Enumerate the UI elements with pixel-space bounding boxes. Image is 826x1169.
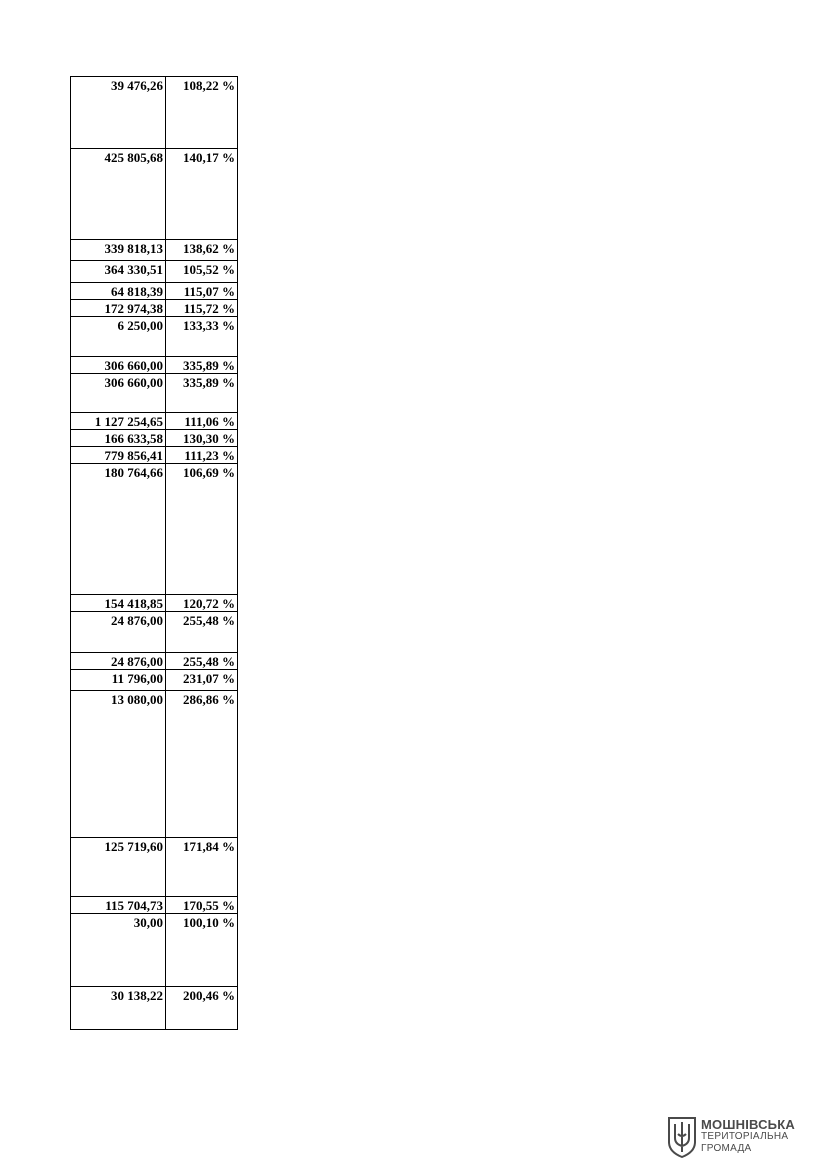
percent-cell: 170,55 % [166,897,238,914]
percent-cell: 106,69 % [166,464,238,595]
table-row [71,914,238,987]
table-row [71,653,238,670]
table-row [71,838,238,897]
percent-cell: 200,46 % [166,987,238,1030]
percent-cell: 171,84 % [166,838,238,897]
percent-cell: 111,06 % [166,413,238,430]
table-row [71,374,238,413]
percent-cell: 140,17 % [166,149,238,240]
amount-cell: 13 080,00 [71,691,166,838]
amount-cell: 306 660,00 [71,374,166,413]
percent-cell: 335,89 % [166,374,238,413]
amount-cell: 24 876,00 [71,612,166,653]
percent-cell: 255,48 % [166,612,238,653]
table-row [71,447,238,464]
table-row [71,897,238,914]
percent-cell: 100,10 % [166,914,238,987]
logo-subtitle-line1: ТЕРИТОРІАЛЬНА [701,1131,789,1142]
percent-cell: 120,72 % [166,595,238,612]
amount-cell: 1 127 254,65 [71,413,166,430]
amount-cell: 30 138,22 [71,987,166,1030]
amount-cell: 425 805,68 [71,149,166,240]
community-logo [667,1116,795,1158]
table-row [71,464,238,595]
table-row [71,987,238,1030]
table-row [71,77,238,149]
amount-cell: 364 330,51 [71,261,166,283]
percent-cell: 231,07 % [166,670,238,691]
percent-cell: 255,48 % [166,653,238,670]
percent-cell: 108,22 % [166,77,238,149]
percent-cell: 133,33 % [166,317,238,357]
table-row [71,283,238,300]
table-row [71,357,238,374]
amount-cell: 306 660,00 [71,357,166,374]
percent-cell: 335,89 % [166,357,238,374]
table-row [71,149,238,240]
amount-cell: 339 818,13 [71,240,166,261]
percent-cell: 115,07 % [166,283,238,300]
amount-cell: 6 250,00 [71,317,166,357]
percent-cell: 130,30 % [166,430,238,447]
amount-cell: 30,00 [71,914,166,987]
amount-cell: 172 974,38 [71,300,166,317]
amount-cell: 166 633,58 [71,430,166,447]
table-row [71,595,238,612]
logo-subtitle-line2: ГРОМАДА [701,1143,752,1154]
percent-cell: 105,52 % [166,261,238,283]
table-row [71,300,238,317]
logo-title: МОШНІВСЬКА [701,1117,795,1132]
amount-cell: 39 476,26 [71,77,166,149]
percent-cell: 138,62 % [166,240,238,261]
percent-cell: 115,72 % [166,300,238,317]
trident-emblem-icon [667,1116,697,1158]
table-row [71,240,238,261]
percent-cell: 286,86 % [166,691,238,838]
amount-cell: 125 719,60 [71,838,166,897]
percent-cell: 111,23 % [166,447,238,464]
budget-table [70,76,238,1030]
table-row [71,317,238,357]
amount-cell: 180 764,66 [71,464,166,595]
table-row [71,691,238,838]
table-row [71,612,238,653]
table-row [71,261,238,283]
table-row [71,413,238,430]
table-body [71,77,238,1030]
amount-cell: 11 796,00 [71,670,166,691]
amount-cell: 115 704,73 [71,897,166,914]
amount-cell: 779 856,41 [71,447,166,464]
amount-cell: 154 418,85 [71,595,166,612]
table-row [71,430,238,447]
amount-cell: 24 876,00 [71,653,166,670]
amount-cell: 64 818,39 [71,283,166,300]
table-row [71,670,238,691]
